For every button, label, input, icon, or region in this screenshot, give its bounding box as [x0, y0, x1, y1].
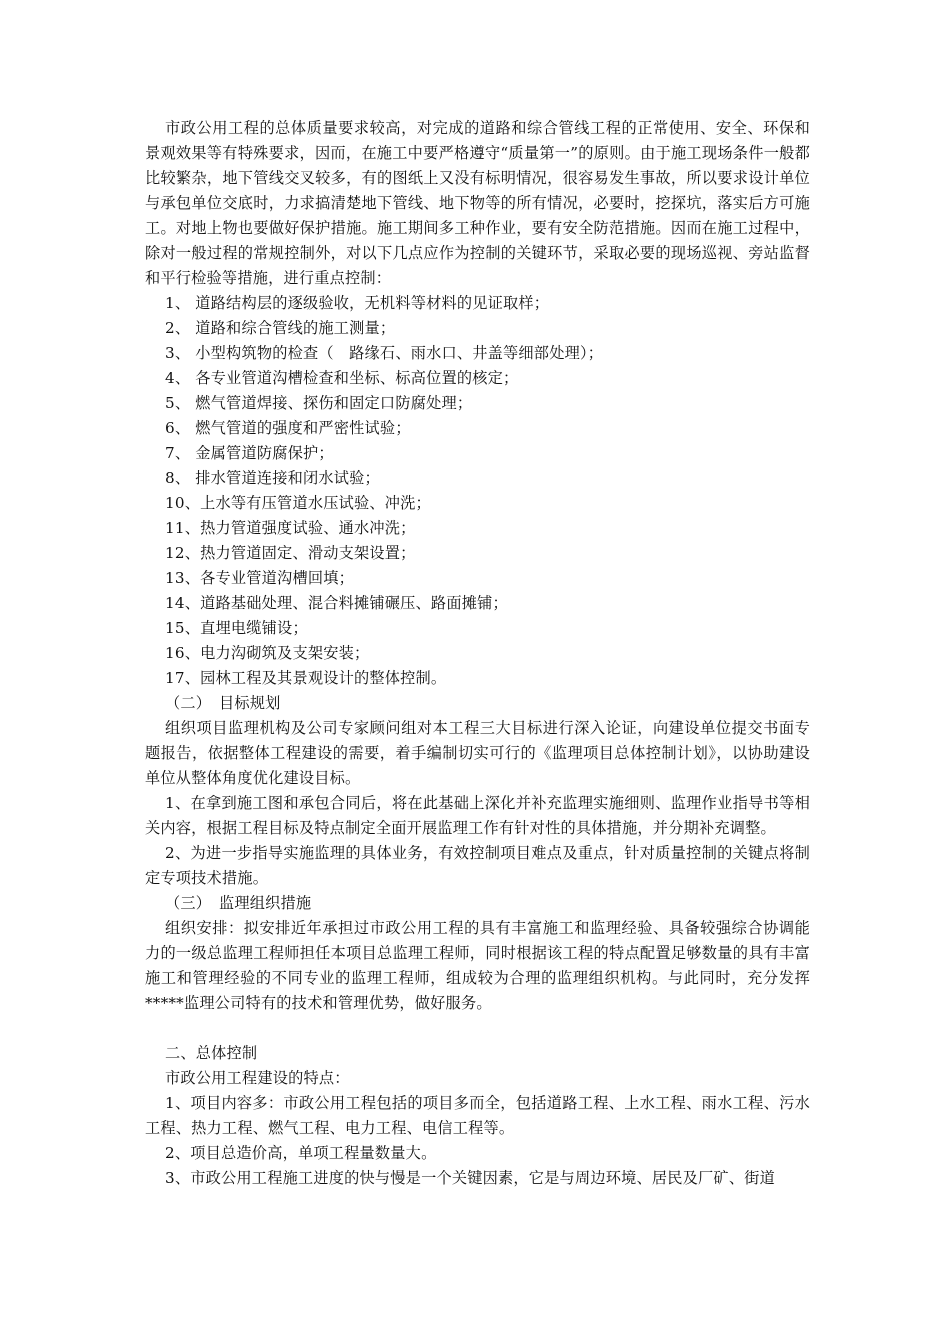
list-item: 17、园林工程及其景观设计的整体控制。: [165, 669, 447, 687]
section-paragraph: 2、为进一步指导实施监理的具体业务，有效控制项目难点及重点，针对质量控制的关键点将制定专项技术措施。: [145, 844, 810, 887]
section-paragraph: 1、在拿到施工图和承包合同后，将在此基础上深化并补充监理实施细则、监理作业指导书等相关内容，根据工程目标及特点制定全面开展监理工作有针对性的具体措施，并分期补充调整。: [145, 794, 810, 837]
part-heading-overall-control: 二、总体控制: [165, 1044, 258, 1062]
list-item: 14、道路基础处理、混合料摊铺碾压、路面摊铺；: [165, 594, 508, 612]
list-item: 2、 道路和综合管线的施工测量；: [165, 319, 396, 337]
blank-line: [145, 1016, 810, 1041]
document-body: [145, 116, 810, 1191]
section-paragraph: 组织安排：拟安排近年承担过市政公用工程的具有丰富施工和监理经验、具备较强综合协调能力的一级总监理工程师担任本项目总监理工程师，同时根据该工程的特点配置足够数量的具有丰富施工和管理经验的不同专业的监理工程师，组成较为合理的监理组织机构。与此同时，充分发挥*****监理公司特有的技术和管理优势，做好服务。: [145, 919, 810, 1012]
list-item: 11、热力管道强度试验、通水冲洗；: [165, 519, 416, 537]
section-paragraph: 2、项目总造价高，单项工程量数量大。: [165, 1144, 437, 1162]
section-heading-target-planning: （二） 目标规划: [165, 694, 281, 712]
list-item: 4、 各专业管道沟槽检查和坐标、标高位置的核定；: [165, 369, 519, 387]
list-item: 6、 燃气管道的强度和严密性试验；: [165, 419, 411, 437]
section-paragraph: 1、项目内容多：市政公用工程包括的项目多而全，包括道路工程、上水工程、雨水工程、污水工程、热力工程、燃气工程、电力工程、电信工程等。: [145, 1094, 810, 1137]
list-item: 16、电力沟砌筑及支架安装；: [165, 644, 370, 662]
section-paragraph: 市政公用工程建设的特点：: [165, 1069, 350, 1087]
list-item: 13、各专业管道沟槽回填；: [165, 569, 354, 587]
intro-paragraph: 市政公用工程的总体质量要求较高，对完成的道路和综合管线工程的正常使用、安全、环保和景观效果等有特殊要求，因而，在施工中要严格遵守“质量第一”的原则。由于施工现场条件一般都比较繁杂，地下管线交叉较多，有的图纸上又没有标明情况，很容易发生事故，所以要求设计单位与承包单位交底时，力求搞清楚地下管线、地下物等的所有情况，必要时，挖探坑，落实后方可施工。对地上物也要做好保护措施。施工期间多工种作业，要有安全防范措施。因而在施工过程中，除对一般过程的常规控制外，对以下几点应作为控制的关键环节，采取必要的现场巡视、旁站监督和平行检验等措施，进行重点控制：: [145, 119, 810, 287]
section-heading-organization: （三） 监理组织措施: [165, 894, 312, 912]
list-item: 7、 金属管道防腐保护；: [165, 444, 334, 462]
section-paragraph: 3、市政公用工程施工进度的快与慢是一个关键因素，它是与周边环境、居民及厂矿、街道: [165, 1169, 775, 1187]
control-points-list: [145, 291, 810, 691]
list-item: 5、 燃气管道焊接、探伤和固定口防腐处理；: [165, 394, 473, 412]
list-item: 12、热力管道固定、滑动支架设置；: [165, 544, 416, 562]
list-item: 8、 排水管道连接和闭水试验；: [165, 469, 380, 487]
list-item: 15、直埋电缆铺设；: [165, 619, 308, 637]
list-item: 1、 道路结构层的逐级验收，无机料等材料的见证取样；: [165, 294, 550, 312]
list-item: 3、 小型构筑物的检查（ 路缘石、雨水口、井盖等细部处理）；: [165, 344, 604, 362]
list-item: 10、上水等有压管道水压试验、冲洗；: [165, 494, 431, 512]
section-paragraph: 组织项目监理机构及公司专家顾问组对本工程三大目标进行深入论证，向建设单位提交书面专题报告，依据整体工程建设的需要，着手编制切实可行的《监理项目总体控制计划》，以协助建设单位从整体角度优化建设目标。: [145, 719, 810, 787]
